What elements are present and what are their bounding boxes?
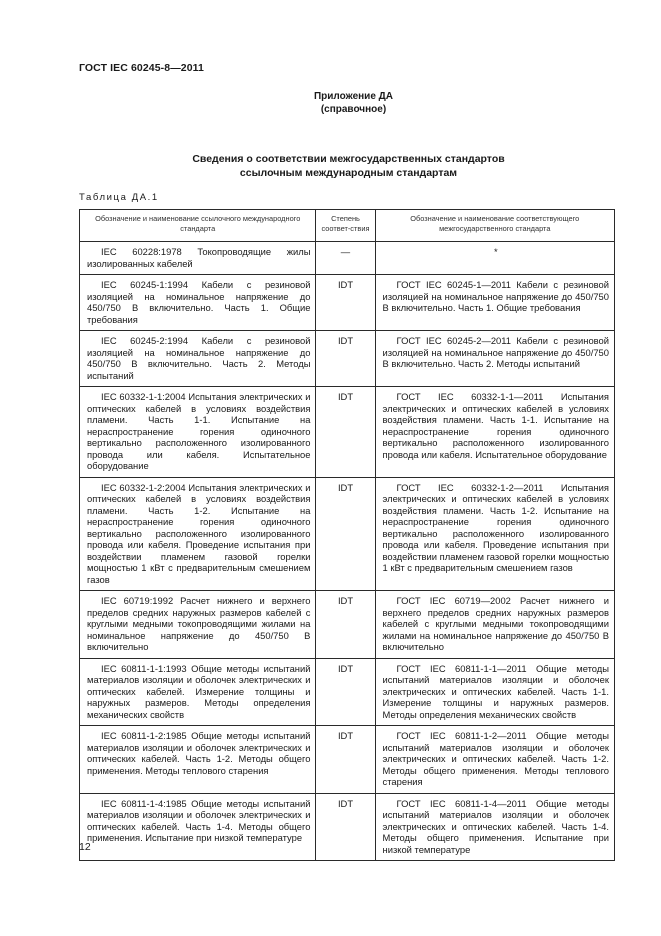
interstate-standard-cell: ГОСТ IEC 60332-1-2—2011 Испытания электрических и оптических кабелей в условиях воздействия пламени. Часть 1-2. Испытание на нераспространение горения одиночного вертикально расположенного изолированного провода или кабеля. Проведение испытания при воздействии пламенем газовой горелки мощностью 1 кВт с предварительным смешением газов	[375, 477, 614, 591]
document-code: ГОСТ IEC 60245-8—2011	[79, 62, 204, 74]
interstate-standard-cell: ГОСТ IEC 60811-1-4—2011 Общие методы испытаний материалов изоляции и оболочек электрических и оптических кабелей. Часть 1-4. Методы общего применения. Испытание при низкой температуре	[375, 793, 614, 861]
reference-cell: IEC 60719:1992 Расчет нижнего и верхнего пределов средних наружных размеров кабелей с круглыми медными токопроводящими жилами на номинальное напряжение до 450/750 В включительно	[80, 591, 316, 659]
interstate-standard-cell: ГОСТ IEC 60245-2—2011 Кабели с резиновой изоляцией на номинальное напряжение до 450/750 В включительно. Часть 2. Методы испытаний	[375, 331, 614, 387]
annex-note: (справочное)	[320, 104, 387, 115]
annex-title: Приложение ДА	[313, 91, 394, 102]
interstate-standard-cell: ГОСТ IEC 60719—2002 Расчет нижнего и верхнего пределов средних наружных размеров кабелей с круглыми медными токопроводящими жилами на номинальное напряжение до 450/750 В включительно	[375, 591, 614, 659]
reference-cell: IEC 60245-2:1994 Кабели с резиновой изоляцией на номинальное напряжение до 450/750 В включительно. Часть 2. Методы испытаний	[80, 331, 316, 387]
table-row	[80, 331, 615, 387]
table-row	[80, 242, 615, 275]
degree-cell: IDT	[316, 275, 375, 331]
table-header-row	[80, 210, 615, 242]
header-reference-standard: Обозначение и наименование ссылочного международного стандарта	[80, 210, 316, 242]
degree-cell: IDT	[316, 726, 375, 794]
interstate-standard-cell: ГОСТ IEC 60245-1—2011 Кабели с резиновой изоляцией на номинальное напряжение до 450/750 В включительно. Часть 1. Общие требования	[375, 275, 614, 331]
table-row	[80, 658, 615, 726]
interstate-standard-cell: ГОСТ IEC 60811-1-2—2011 Общие методы испытаний материалов изоляции и оболочек электрических и оптических кабелей. Часть 1-2. Методы общего применения. Методы теплового старения	[375, 726, 614, 794]
reference-cell: IEC 60811-1-1:1993 Общие методы испытаний материалов изоляции и оболочек электрических и оптических кабелей. Измерение толщины и наружных размеров. Методы определения механических свойств	[80, 658, 316, 726]
degree-cell: IDT	[316, 658, 375, 726]
interstate-standard-cell: ГОСТ IEC 60811-1-1—2011 Общие методы испытаний материалов изоляции и оболочек электрических и оптических кабелей. Часть 1-1. Измерение толщины и наружных размеров. Методы определения механических свойств	[375, 658, 614, 726]
table-row	[80, 591, 615, 659]
interstate-standard-cell: *	[375, 242, 614, 275]
degree-cell: IDT	[316, 591, 375, 659]
table-row	[80, 275, 615, 331]
degree-cell: IDT	[316, 793, 375, 861]
reference-cell: IEC 60332-1-1:2004 Испытания электрических и оптических кабелей в условиях воздействия пламени. Часть 1-1. Испытание на нераспространение горения одиночного вертикально расположенного изолированного провода или кабеля. Испытательное оборудование	[80, 387, 316, 478]
header-interstate-standard: Обозначение и наименование соответствующего межгосударственного стандарта	[375, 210, 614, 242]
reference-cell: IEC 60811-1-4:1985 Общие методы испытаний материалов изоляции и оболочек электрических и оптических кабелей. Часть 1-4. Методы общего применения. Испытание при низкой температуре	[80, 793, 316, 861]
table-row	[80, 477, 615, 591]
reference-cell: IEC 60228:1978 Токопроводящие жилы изолированных кабелей	[80, 242, 316, 275]
annex-heading	[0, 90, 661, 116]
reference-cell: IEC 60245-1:1994 Кабели с резиновой изоляцией на номинальное напряжение до 450/750 В включительно. Часть 1. Общие требования	[80, 275, 316, 331]
reference-cell: IEC 60811-1-2:1985 Общие методы испытаний материалов изоляции и оболочек электрических и оптических кабелей. Часть 1-2. Методы общего применения. Методы теплового старения	[80, 726, 316, 794]
table-row	[80, 726, 615, 794]
page-number: 12	[79, 841, 91, 853]
degree-cell: IDT	[316, 331, 375, 387]
table-row	[80, 793, 615, 861]
header-degree: Степень соответ-ствия	[316, 210, 375, 242]
correspondence-table	[79, 209, 615, 861]
table-row	[80, 387, 615, 478]
interstate-standard-cell: ГОСТ IEC 60332-1-1—2011 Испытания электрических и оптических кабелей в условиях воздействия пламени. Часть 1-1. Испытание на нераспространение горения одиночного вертикально расположенного изолированного провода или кабеля. Испытательное оборудование	[375, 387, 614, 478]
table-label: Таблица ДА.1	[79, 192, 159, 203]
degree-cell: IDT	[316, 387, 375, 478]
section-title-line-1: Сведения о соответствии межгосударственных стандартов	[192, 153, 505, 165]
section-title	[0, 152, 661, 180]
section-title-line-2: ссылочным международным стандартам	[239, 167, 458, 179]
reference-cell: IEC 60332-1-2:2004 Испытания электрических и оптических кабелей в условиях воздействия пламени. Часть 1-2. Испытание на нераспространение горения одиночного вертикально расположенного изолированного провода или кабеля. Проведение испытания при воздействии пламенем газовой горелки мощностью 1 кВт с предварительным смешением газов	[80, 477, 316, 591]
degree-cell: —	[316, 242, 375, 275]
degree-cell: IDT	[316, 477, 375, 591]
